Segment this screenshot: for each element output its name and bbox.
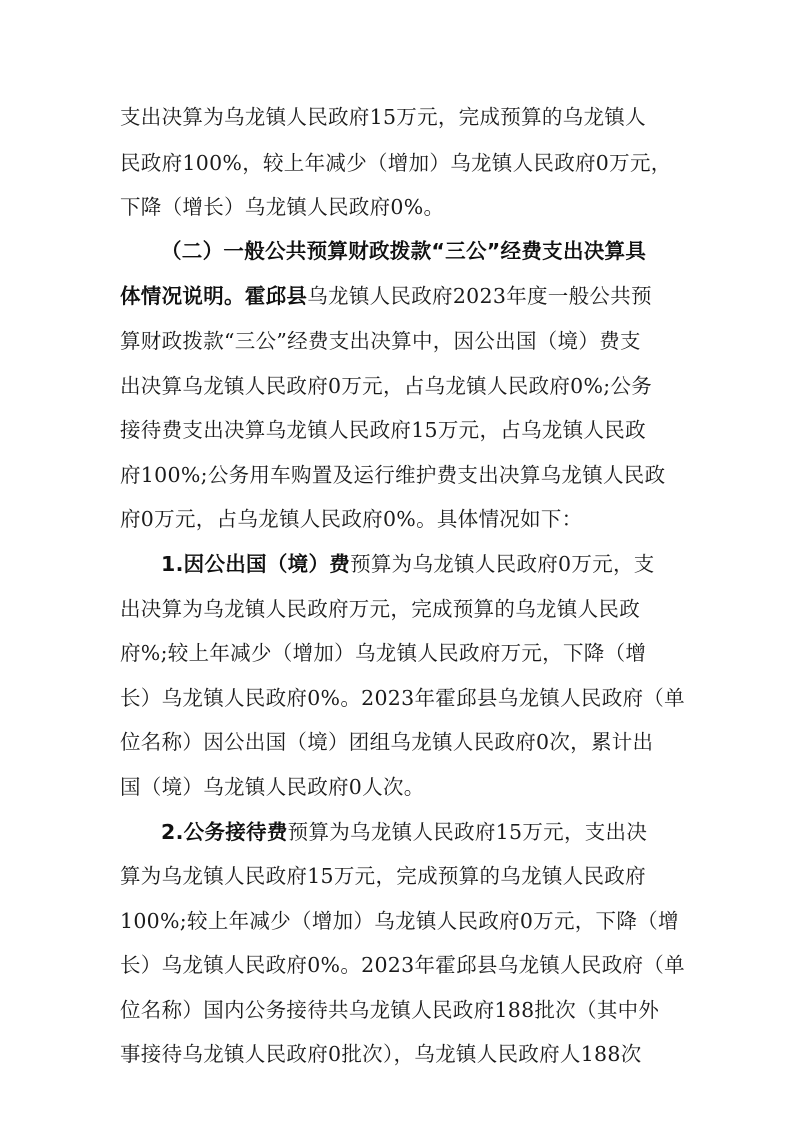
paragraph-line [120,278,680,314]
paragraph-line [161,546,680,582]
subsection-heading: 1.因公出国（境）费 [161,552,351,576]
paragraph-line: 长）乌龙镇人民政府0%。2023年霍邱县乌龙镇人民政府（单 [120,953,685,977]
paragraph-line: 出决算乌龙镇人民政府0万元，占乌龙镇人民政府0%;公务 [120,374,653,398]
paragraph-line: 支出决算为乌龙镇人民政府15万元，完成预算的乌龙镇人 [120,105,646,129]
paragraph-line: 国（境）乌龙镇人民政府0人次。 [120,775,425,799]
subsection-heading: 2.公务接待费 [161,820,288,844]
paragraph-text: 预算为乌龙镇人民政府15万元，支出决 [287,820,648,844]
paragraph-line: 长）乌龙镇人民政府0%。2023年霍邱县乌龙镇人民政府（单 [120,686,685,710]
paragraph-line: 位名称）因公出国（境）团组乌龙镇人民政府0次，累计出 [120,730,654,754]
paragraph-line: 民政府100%，较上年减少（增加）乌龙镇人民政府0万元， [120,151,672,175]
paragraph-line: 下降（增长）乌龙镇人民政府0%。 [120,195,445,219]
paragraph-line: 100%;较上年减少（增加）乌龙镇人民政府0万元，下降（增 [120,909,679,933]
paragraph-line: 出决算为乌龙镇人民政府万元，完成预算的乌龙镇人民政 [120,597,640,621]
paragraph-line: 府%;较上年减少（增加）乌龙镇人民政府万元，下降（增 [120,641,647,665]
paragraph-line: 算为乌龙镇人民政府15万元，完成预算的乌龙镇人民政府 [120,864,646,888]
paragraph-line: 事接待乌龙镇人民政府0批次），乌龙镇人民政府人188次 [120,1042,642,1066]
section-heading: （二）一般公共预算财政拨款“三公”经费支出决算具 [161,239,647,263]
paragraph-line: 府0万元，占乌龙镇人民政府0%。具体情况如下： [120,507,583,531]
paragraph-line: 接待费支出决算乌龙镇人民政府15万元，占乌龙镇人民政 [120,418,646,442]
paragraph-line: 府100%;公务用车购置及运行维护费支出决算乌龙镇人民政 [120,463,666,487]
section-heading-tail: 体情况说明。 [120,284,245,308]
paragraph-text: 乌龙镇人民政府2023年度一般公共预 [307,284,652,308]
paragraph-line: 位名称）国内公务接待共乌龙镇人民政府188批次（其中外 [120,998,660,1022]
county-name: 霍邱县 [244,284,308,308]
paragraph-line: 算财政拨款“三公”经费支出决算中，因公出国（境）费支 [120,329,641,353]
paragraph-text: 预算为乌龙镇人民政府0万元，支 [350,552,655,576]
paragraph-line [161,814,680,850]
